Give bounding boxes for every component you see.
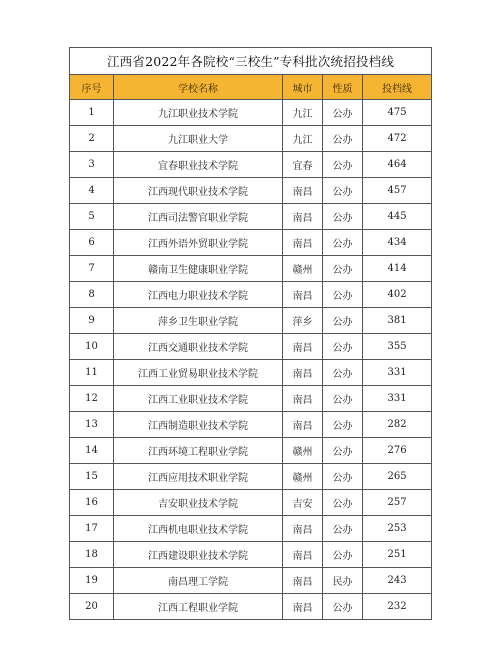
cell-index: 11 [70,360,114,386]
cell-school-name: 江西工程职业学院 [114,594,283,620]
table-row [70,412,432,438]
cell-score: 445 [363,204,432,230]
cell-school-name: 江西环境工程职业学院 [114,438,283,464]
cell-school-name: 南昌理工学院 [114,568,283,594]
table-row [70,100,432,126]
cell-index: 9 [70,308,114,334]
cell-school-name: 赣南卫生健康职业学院 [114,256,283,282]
cell-index: 15 [70,464,114,490]
table-row [70,334,432,360]
cell-ownership: 民办 [323,568,363,594]
table-row [70,386,432,412]
cell-ownership: 公办 [323,542,363,568]
cell-city: 九江 [283,126,323,152]
cell-ownership: 公办 [323,360,363,386]
cell-score: 331 [363,360,432,386]
column-header-ownership: 性质 [323,75,363,100]
table-row [70,542,432,568]
cell-school-name: 江西应用技术职业学院 [114,464,283,490]
table-row [70,256,432,282]
cell-ownership: 公办 [323,334,363,360]
cell-city: 九江 [283,100,323,126]
cell-city: 南昌 [283,204,323,230]
table-row [70,126,432,152]
cell-ownership: 公办 [323,230,363,256]
cell-city: 南昌 [283,386,323,412]
cell-score: 472 [363,126,432,152]
cell-index: 13 [70,412,114,438]
table-row [70,230,432,256]
cell-score: 276 [363,438,432,464]
cell-city: 吉安 [283,490,323,516]
cell-index: 1 [70,100,114,126]
cell-city: 南昌 [283,594,323,620]
table-row [70,516,432,542]
cell-index: 20 [70,594,114,620]
cell-school-name: 江西机电职业技术学院 [114,516,283,542]
cell-index: 4 [70,178,114,204]
cell-school-name: 江西工业职业技术学院 [114,386,283,412]
cell-city: 赣州 [283,256,323,282]
cell-school-name: 江西外语外贸职业学院 [114,230,283,256]
cell-ownership: 公办 [323,490,363,516]
cell-index: 8 [70,282,114,308]
cell-index: 3 [70,152,114,178]
cell-school-name: 宜春职业技术学院 [114,152,283,178]
column-header-index: 序号 [70,75,114,100]
cell-score: 251 [363,542,432,568]
cell-city: 宜春 [283,152,323,178]
cell-index: 16 [70,490,114,516]
cell-index: 14 [70,438,114,464]
cell-school-name: 江西司法警官职业学院 [114,204,283,230]
table-row [70,282,432,308]
cell-score: 355 [363,334,432,360]
cell-score: 257 [363,490,432,516]
table-body [70,100,432,620]
cell-city: 南昌 [283,516,323,542]
cell-ownership: 公办 [323,100,363,126]
cell-ownership: 公办 [323,516,363,542]
cell-score: 381 [363,308,432,334]
cell-school-name: 江西交通职业技术学院 [114,334,283,360]
table-row [70,568,432,594]
table-header-row [70,75,432,100]
cell-score: 402 [363,282,432,308]
cell-school-name: 吉安职业技术学院 [114,490,283,516]
cell-score: 232 [363,594,432,620]
cell-score: 253 [363,516,432,542]
cell-score: 434 [363,230,432,256]
table-row [70,438,432,464]
cell-score: 464 [363,152,432,178]
cell-ownership: 公办 [323,178,363,204]
cell-city: 南昌 [283,230,323,256]
cell-city: 萍乡 [283,308,323,334]
cell-score: 331 [363,386,432,412]
cell-score: 457 [363,178,432,204]
cell-score: 243 [363,568,432,594]
cell-school-name: 江西制造职业技术学院 [114,412,283,438]
table-row [70,308,432,334]
cell-city: 南昌 [283,282,323,308]
cell-index: 5 [70,204,114,230]
cell-ownership: 公办 [323,256,363,282]
cell-score: 265 [363,464,432,490]
table-row [70,594,432,620]
cell-index: 10 [70,334,114,360]
cell-index: 2 [70,126,114,152]
cell-score: 475 [363,100,432,126]
column-header-city: 城市 [283,75,323,100]
column-header-score: 投档线 [363,75,432,100]
table-row [70,360,432,386]
cell-city: 南昌 [283,412,323,438]
cell-school-name: 江西建设职业技术学院 [114,542,283,568]
table-row [70,204,432,230]
cell-school-name: 九江职业大学 [114,126,283,152]
cell-index: 18 [70,542,114,568]
admission-score-sheet [69,47,431,620]
cell-index: 6 [70,230,114,256]
table-title: 江西省2022年各院校“三校生”专科批次统招投档线 [70,48,432,75]
cell-index: 12 [70,386,114,412]
cell-city: 南昌 [283,568,323,594]
cell-city: 南昌 [283,334,323,360]
cell-city: 南昌 [283,360,323,386]
cell-ownership: 公办 [323,412,363,438]
cell-ownership: 公办 [323,438,363,464]
cell-ownership: 公办 [323,126,363,152]
cell-city: 南昌 [283,178,323,204]
cell-city: 赣州 [283,464,323,490]
table-row [70,464,432,490]
cell-ownership: 公办 [323,152,363,178]
cell-ownership: 公办 [323,386,363,412]
cell-ownership: 公办 [323,308,363,334]
table-row [70,178,432,204]
cell-ownership: 公办 [323,464,363,490]
cell-city: 南昌 [283,542,323,568]
cell-city: 赣州 [283,438,323,464]
cell-score: 414 [363,256,432,282]
table-row [70,490,432,516]
cell-index: 19 [70,568,114,594]
cell-ownership: 公办 [323,204,363,230]
cell-score: 282 [363,412,432,438]
cell-index: 7 [70,256,114,282]
table-row [70,152,432,178]
cell-school-name: 萍乡卫生职业学院 [114,308,283,334]
admission-score-table [69,47,432,620]
cell-school-name: 九江职业技术学院 [114,100,283,126]
cell-school-name: 江西现代职业技术学院 [114,178,283,204]
cell-school-name: 江西工业贸易职业技术学院 [114,360,283,386]
cell-school-name: 江西电力职业技术学院 [114,282,283,308]
cell-ownership: 公办 [323,282,363,308]
cell-ownership: 公办 [323,594,363,620]
column-header-school-name: 学校名称 [114,75,283,100]
cell-index: 17 [70,516,114,542]
